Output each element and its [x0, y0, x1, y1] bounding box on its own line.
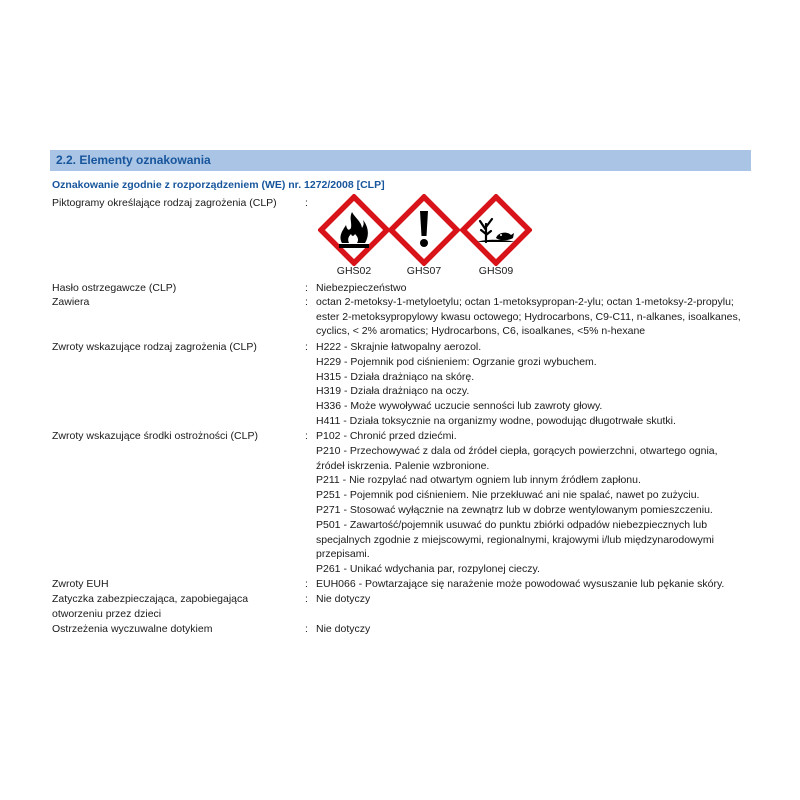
separator: : — [305, 430, 308, 442]
hazard-statements-label: Zwroty wskazujące rodzaj zagrożenia (CLP) — [52, 341, 257, 353]
precautionary-statement: źródeł iskrzenia. Palenie wzbronione. — [316, 459, 490, 472]
tactile-warning-label: Ostrzeżenia wyczuwalne dotykiem — [52, 623, 213, 635]
tactile-warning-value: Nie dotyczy — [316, 623, 371, 635]
precautionary-statement: P251 - Pojemnik pod ciśnieniem. Nie przekłuwać ani nie spalać, nawet po zużyciu. — [316, 489, 700, 501]
precautionary-statement: specjalnych zgodnie z miejscowymi, regionalnymi, krajowymi i/lub międzynarodowymi — [316, 533, 714, 546]
pictogram-code: GHS02 — [336, 265, 372, 277]
contains-line: octan 2-metoksy-1-metyloetylu; octan 1-metoksypropan-2-ylu; octan 1-metoksy-2-propylu; — [316, 296, 734, 308]
separator: : — [305, 593, 308, 605]
precautionary-statements-label: Zwroty wskazujące środki ostrożności (CLP) — [52, 430, 258, 442]
child-closure-label: otworzeniu przez dzieci — [52, 607, 162, 620]
precautionary-statement: P210 - Przechowywać z dala od źródeł ciepła, gorących powierzchni, otwartego ognia, — [316, 445, 718, 457]
contains-line: cyclics, < 2% aromatics; Hydrocarbons, C6, isoalkanes, <5% n-hexane — [316, 325, 646, 337]
hazard-statement: H319 - Działa drażniąco na oczy. — [316, 385, 470, 398]
precautionary-statement: P102 - Chronić przed dziećmi. — [316, 430, 457, 442]
separator: : — [305, 341, 308, 353]
separator: : — [305, 578, 308, 590]
contains-label: Zawiera — [52, 296, 90, 308]
contains-line: ester 2-metoksypropylowy kwasu octowego; Hydrocarbons, C9-C11, n-alkanes, isoalkanes, — [316, 310, 741, 323]
exclamation-icon — [388, 194, 460, 266]
hazard-statement: H229 - Pojemnik pod ciśnieniem: Ogrzanie grozi wybuchem. — [316, 355, 597, 368]
separator: : — [305, 197, 308, 209]
precautionary-statement: przepisami. — [316, 548, 370, 560]
hazard-statement: H336 - Może wywoływać uczucie senności lub zawroty głowy. — [316, 400, 603, 413]
flame-icon — [318, 194, 390, 266]
precautionary-statement: P211 - Nie rozpylać nad otwartym ogniem lub innym źródłem zapłonu. — [316, 474, 641, 486]
child-closure-value: Nie dotyczy — [316, 593, 371, 605]
section-header: 2.2. Elementy oznakowania — [50, 150, 751, 171]
hazard-statement: H315 - Działa drażniąco na skórę. — [316, 370, 475, 383]
precautionary-statement: P261 - Unikać wdychania par, rozpylonej cieczy. — [316, 563, 540, 575]
pictogram-code: GHS07 — [406, 265, 442, 277]
pictograms-label: Piktogramy określające rodzaj zagrożenia (CLP) — [52, 197, 277, 209]
euh-label: Zwroty EUH — [52, 578, 109, 590]
separator: : — [305, 282, 308, 294]
child-closure-label: Zatyczka zabezpieczająca, zapobiegająca — [52, 593, 249, 605]
precautionary-statement: P271 - Stosować wyłącznie na zewnątrz lub w dobrze wentylowanym pomieszczeniu. — [316, 504, 713, 516]
precautionary-statement: P501 - Zawartość/pojemnik usuwać do punktu zbiórki odpadów niebezpiecznych lub — [316, 519, 708, 531]
euh-statement: EUH066 - Powtarzające się narażenie może powodować wysuszanie lub pękanie skóry. — [316, 578, 725, 590]
hazard-statement: H411 - Działa toksycznie na organizmy wodne, powodując długotrwałe skutki. — [316, 415, 676, 427]
hazard-statement: H222 - Skrajnie łatwopalny aerozol. — [316, 341, 482, 353]
signal-word-label: Hasło ostrzegawcze (CLP) — [52, 282, 177, 294]
separator: : — [305, 296, 308, 308]
pictogram-code: GHS09 — [478, 265, 514, 277]
separator: : — [305, 623, 308, 635]
signal-word-value: Niebezpieczeństwo — [316, 282, 407, 294]
regulation-subheading: Oznakowanie zgodnie z rozporządzeniem (WE) nr. 1272/2008 [CLP] — [52, 179, 385, 191]
environment-icon — [460, 194, 532, 266]
